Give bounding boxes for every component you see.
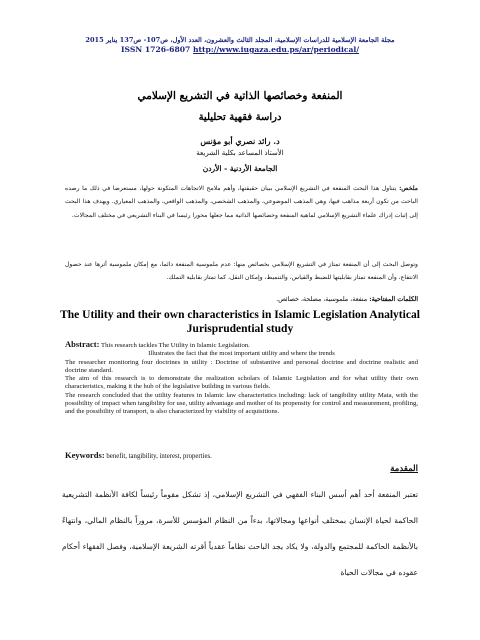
arabic-keywords bbox=[65, 296, 418, 303]
english-abstract-line: The researcher monitoring four doctrines in utility : Doctrine of substantive and personal doctrine and doctrine realistic and doctrine standard. bbox=[65, 358, 418, 374]
arabic-findings: وتوصل البحث إلى أن المنفعة تمتاز في التشريع الإسلامي بخصائص منها: عدم ملموسية المنفعة دائما، مع إمكان ملموسية أثرها عند حصول الانتفاع، وأن المنفعة تمتاز بقابليتها للضبط والقياس، والتنميط، وإمكان النقل، كما تمتاز بقابلية التملك. bbox=[65, 261, 418, 282]
english-abstract-line: This research tackles The Utility in Islamic Legislation. bbox=[101, 342, 250, 349]
english-keywords bbox=[65, 450, 418, 460]
arabic-subtitle: دراسة فقهية تحليلية bbox=[198, 112, 282, 123]
arabic-keywords-value: منفعة، ملموسية، مصلحة، خصائص. bbox=[276, 296, 368, 303]
journal-header bbox=[0, 36, 480, 54]
arabic-abstract-text: يتناول هذا البحث المنفعة في التشريع الإسلامي ببيان حقيقتها، وأهم ملامح الاتجاهات المتكونة حولها، مستعرضا في ذلك ما رصده الباحث من تكون أربعة مذاهب فيها، وهي المذهب الموضوعي، والمذهب الشخصي، والمذهب الواقعي، والمذهب المعياري. ويهدف هذا البحث إلى إثبات إدراك علماء التشريع الإسلامي لماهية المنفعة وخصائصها الذاتية مما جعلها محورا رئيسا في البناء التشريعي في مختلف المجالات. bbox=[65, 185, 418, 219]
arabic-abstract bbox=[65, 182, 418, 222]
english-title: The Utility and their own characteristics in Islamic Legislation Analytical Jurisprudential study bbox=[60, 309, 420, 335]
author-university: الجامعة الأردنية - الأردن bbox=[202, 164, 278, 173]
introduction-text: تعتبر المنفعة أحد أهم أسس البناء الفقهي في التشريع الإسلامي، إذ تشكل مقوماً رئيساً لكافة الأنظمة التشريعية الحاكمة لحياة الإنسان بمختلف أنواعها ومجالاتها، بدءاً من النظام المؤسس للأسرة، مروراً بالنظام المالي، وانتهاءً بالأنظمة الحاكمة للمجتمع والدولة، ولا يكاد يجد الباحث نظاماً عقدياً أقرته الشريعة الإسلامية، وفصل الفقهاء أحكام عقوده في مجالات الحياة bbox=[62, 490, 418, 577]
english-abstract-label: Abstract: bbox=[65, 339, 100, 349]
issn-line bbox=[0, 45, 480, 54]
arabic-title: المنفعة وخصائصها الذاتية في التشريع الإسلامي bbox=[137, 90, 343, 102]
english-keywords-label: Keywords: bbox=[65, 450, 105, 460]
journal-citation: مجلة الجامعة الإسلامية للدراسات الإسلامية، المجلد الثالث والعشرون، العدد الأول، ص107- ص137 يناير 2015 bbox=[85, 36, 395, 44]
english-abstract-line: The research concluded that the utility features in Islamic law characteristics including: lack of tangibility utility Mata, with the possibility of impact when tangibility for use, utility advantage and mother of its propensity for control and measurement, profiling, and the possibility of transport, is also characterized by viability of acquisitions. bbox=[65, 391, 418, 416]
issn-number: ISSN 1726-6807 bbox=[120, 45, 191, 54]
english-keywords-value: benefit, tangibility, interest, properties. bbox=[106, 453, 212, 460]
arabic-abstract-label: ملخص: bbox=[399, 185, 418, 192]
arabic-keywords-label: الكلمات المفتاحية: bbox=[369, 296, 418, 303]
introduction-heading: المقدمة bbox=[390, 464, 418, 474]
english-abstract-line: Illustrates the fact that the most important utility and where the trends bbox=[148, 350, 335, 358]
english-abstract-line: The aim of this research is to demonstrate the realization scholars of Islamic Legislation and for what utility their own characteristics, making it the hub of the legislative building in various fields. bbox=[65, 375, 418, 391]
journal-url-link[interactable]: http://www.iugaza.edu.ps/ar/periodical/ bbox=[192, 45, 360, 54]
author-name: د. رائد نصري أبو مؤنس bbox=[200, 136, 280, 146]
author-role: الأستاذ المساعد بكلية الشريعة bbox=[196, 149, 284, 157]
english-abstract bbox=[65, 340, 418, 417]
